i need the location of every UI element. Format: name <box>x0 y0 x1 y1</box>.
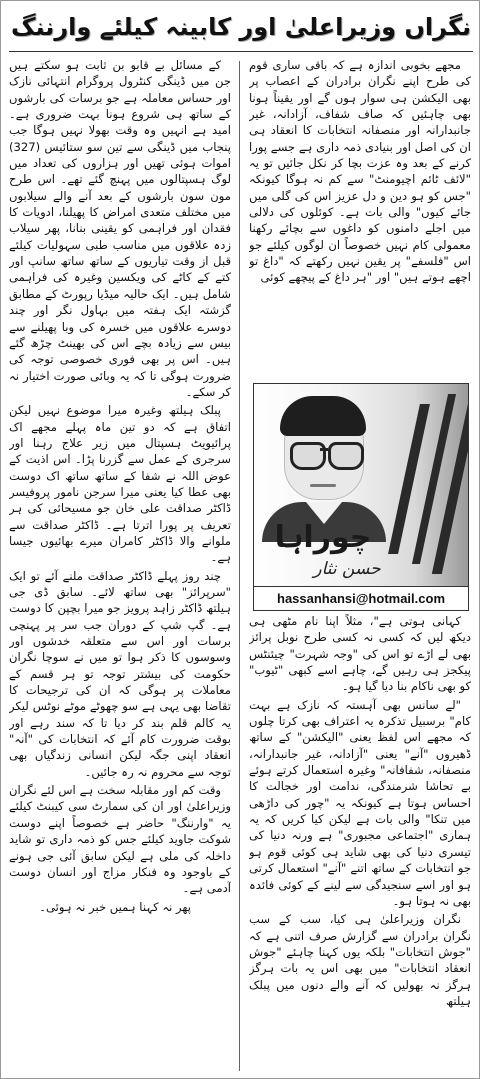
glasses-icon <box>290 442 326 470</box>
column-logo: چوراہا <box>274 520 372 555</box>
paragraph: پھر نہ کہنا ہمیں خبر نہ ہوئی۔ <box>39 899 191 914</box>
right-column-bottom <box>249 613 471 1073</box>
paragraph: مجھے بخوبی اندازہ ہے کہ باقی ساری قوم کی طرح اپنے نگران برادران کے اعصاب پر بھی الیکشن ہی سوار ہوں گے اور یقیناً ہونا بھی چاہئیں کہ صاف شفاف، آزادانہ، غیر جانبدارانہ اور منصفانہ انتخابات کا انعقاد ہی ان کی اصل اور بنیادی ذمہ داری ہے جسے پورا کرنے کے بعد وہ عزت بچا کر نکل جائیں تو یہ "لائف ٹائم اچیومنٹ" سے کم نہ ہوگا کیونکہ "جس کو ہو دین و دل عزیز اس کی گلی میں جائے کیوں" والی بات ہے۔ کوئلوں کی دلالی میں اجلے دامنوں کو داغوں سے بچائے رکھنا معمولی کام نہیں خصوصاً ان لوگوں کیلئے جو اس "فلسفے" پر یقین نہیں رکھتے کہ "داغ تو اچھے ہوتے ہیں" اور "ہر داغ کے پیچھے کوئی <box>249 58 471 285</box>
glasses-bridge <box>320 448 328 451</box>
left-column <box>9 57 231 1075</box>
column-divider <box>239 61 240 1071</box>
paragraph: وقت کم اور مقابلہ سخت ہے اس لئے نگران وزیراعلیٰ اور ان کی سمارٹ سی کیبنٹ کیلئے یہ "وارننگ" حاضر ہے خصوصاً اپنے دوست شوکت جاوید کیلئے جس کو ذمہ داری تو شاید داخلہ کی ملی ہے لیکن سابق آئی جی ہونے کے باوجود وہ فنکار مزاج اور انسان دوست آدمی ہے۔ <box>9 783 231 896</box>
paragraph: کہانی ہوتی ہے"، مثلاً اپنا نام مٹھی ہی دیکھ لیں کہ کسی نہ کسی طرح نوبل پرائز بھی لے اڑے تو اس کی "وجہ شہرت" چیئنٹس پیکجز ہی رہیں گے، چاہے اسے کبھی "ٹیوب" کو بھی ناکام بنا دیا گیا ہو۔ <box>249 614 471 694</box>
headline-rule <box>9 51 473 52</box>
paragraph: "لے سانس بھی آہستہ کہ نازک ہے بہت کام" برسبیل تذکرہ یہ اعتراف بھی کرتا چلوں کہ مجھے اس لفظ یعنی "الیکشن" کے ساتھ ڈھیروں "آنے" یعنی "آزادانہ، غیر جانبدارانہ، منصفانہ، شفافانہ" وغیرہ استعمال کرتے ہوئے بے تحاشا شرمندگی، ندامت اور خجالت کا احساس ہوتا ہے کیونکہ یہ "چور کی داڑھی میں تنکا" والی بات ہے لیکن کیا کریں کہ یہ ہماری "اجتماعی مجبوری" ہے ورنہ دنیا کی تیسری دنیا کی بھی شاید ہی کوئی قوم ہو جو انتخابات کے ساتھ اتنے "آنے" استعمال کرتی ہو اور اسے سنجیدگی سے لینے کے کوئی فائدہ بھی نہ ہوتا ہو۔ <box>249 697 471 908</box>
columnist-email[interactable]: hassanhansi@hotmail.com <box>254 586 468 611</box>
columnist-box <box>253 383 469 611</box>
headline: نگراں وزیراعلیٰ اور کابینہ کیلئے وارننگ <box>10 13 472 41</box>
portrait-mouth <box>310 484 336 487</box>
columnist-name: حسن نثار <box>313 559 381 579</box>
portrait-hair <box>280 396 366 436</box>
paragraph: نگران وزیراعلیٰ ہی کیا، سب کے سب نگران برادران سے گزارش صرف اتنی ہے کہ "جوش انتخابات" بلکہ یوں کہنا چاہئے "جوش انعقاد انتخابات" میں بھی اس یہ بات ہرگز ہرگز نہ بھولیں کہ آنے والے دنوں میں پبلک ہیلتھ <box>249 912 471 1008</box>
glasses-icon <box>328 442 364 470</box>
paragraph: کے مسائل بے قابو بن ثابت ہو سکتے ہیں جن میں ڈینگی کنٹرول پروگرام انتہائی نازک اور حساس معاملہ ہے جو برسات کی بارشوں کے ساتھ ہی شروع ہونا بہت ضروری ہے۔ امید ہے انہیں وہ وقت بھولا نہیں ہوگا جب پنجاب میں ڈینگی سے تین سو ستائیس (327) اموات ہوئی تھیں اور ہزاروں کی تعداد میں لوگ ہسپتالوں میں پہنچ گئے تھے۔ اس طرح مون سون بارشوں کے بعد آنے والے سیلابوں میں مختلف متعدی امراض کا پھیلنا، ادویات کا فقدان اور فراہمی کو یقینی بنانا، پھر سیلاب زدہ علاقوں میں مناسب طبی سہولیات کیلئے قبل از وقت تیاریوں کے ساتھ ساتھ سانپ اور کتے کے کاٹے کی ویکسین وغیرہ کی فراہمی شامل ہیں۔ ایک حالیہ میڈیا رپورٹ کے مطابق گزشتہ ایک ہفتہ میں بہاول نگر اور چند دوسرے علاقوں میں خسرہ کی وبا پھیلنے سے بیس سے زیادہ بچے اس کی بھینٹ چڑھ گئے ہیں۔ اس پر بھی فوری خصوصی توجہ کی ضرورت ہوگی تا کہ یہ وبائی صورت اختیار نہ کر سکے۔ <box>9 58 231 399</box>
paragraph: پبلک ہیلتھ وغیرہ میرا موضوع نہیں لیکن اتفاق ہے کہ دو تین ماہ پہلے مجھے اک پرائیویٹ ہسپتال میں زیر علاج رہنا اور سرجری کے عمل سے گزرنا پڑا۔ اس اذیت کے عوض اللہ نے شفا کے ساتھ ساتھ اک دوست بھی عطا کیا یعنی میرا سرجن نامور پروفیسر ڈاکٹر صداقت علی خان جو مسیحائی کی ہر تعریف پر پورا اترتا ہے۔ ڈاکٹر صداقت سے ملوانے والا ڈاکٹر کامران میرے بھائیوں جیسا ہے۔ <box>9 403 231 565</box>
right-column-top <box>249 57 471 382</box>
paragraph: چند روز پہلے ڈاکٹر صداقت ملنے آئے تو ایک "سرپرائز" بھی ساتھ لائے۔ سابق ڈی جی ہیلتھ ڈاکٹر زاہد پرویز جو میرا بچپن کا دوست ہے۔ گپ شپ کے دوران جب سر پر پہنچی برسات اور اس سے متعلقہ خدشوں اور وسوسوں کا ذکر ہوا تو میں نے سوچا نگران حکومت کی بیشتر توجہ تو ہر قسم کے معاملات پر ہوگی کہ ان کی ترجیحات کا تقاضا بھی یہی ہے سو چھوٹے موٹے نوٹس لیکر یہ کالم قلم بند کر دیا تا کہ سند رہے اور بوقت ضرورت کام آئے کہ انتخابات کی "آنہ" انعقاد اپنی جگہ لیکن انسانی زندگیاں بھی توجہ سے محروم نہ رہ جائیں۔ <box>9 568 231 779</box>
